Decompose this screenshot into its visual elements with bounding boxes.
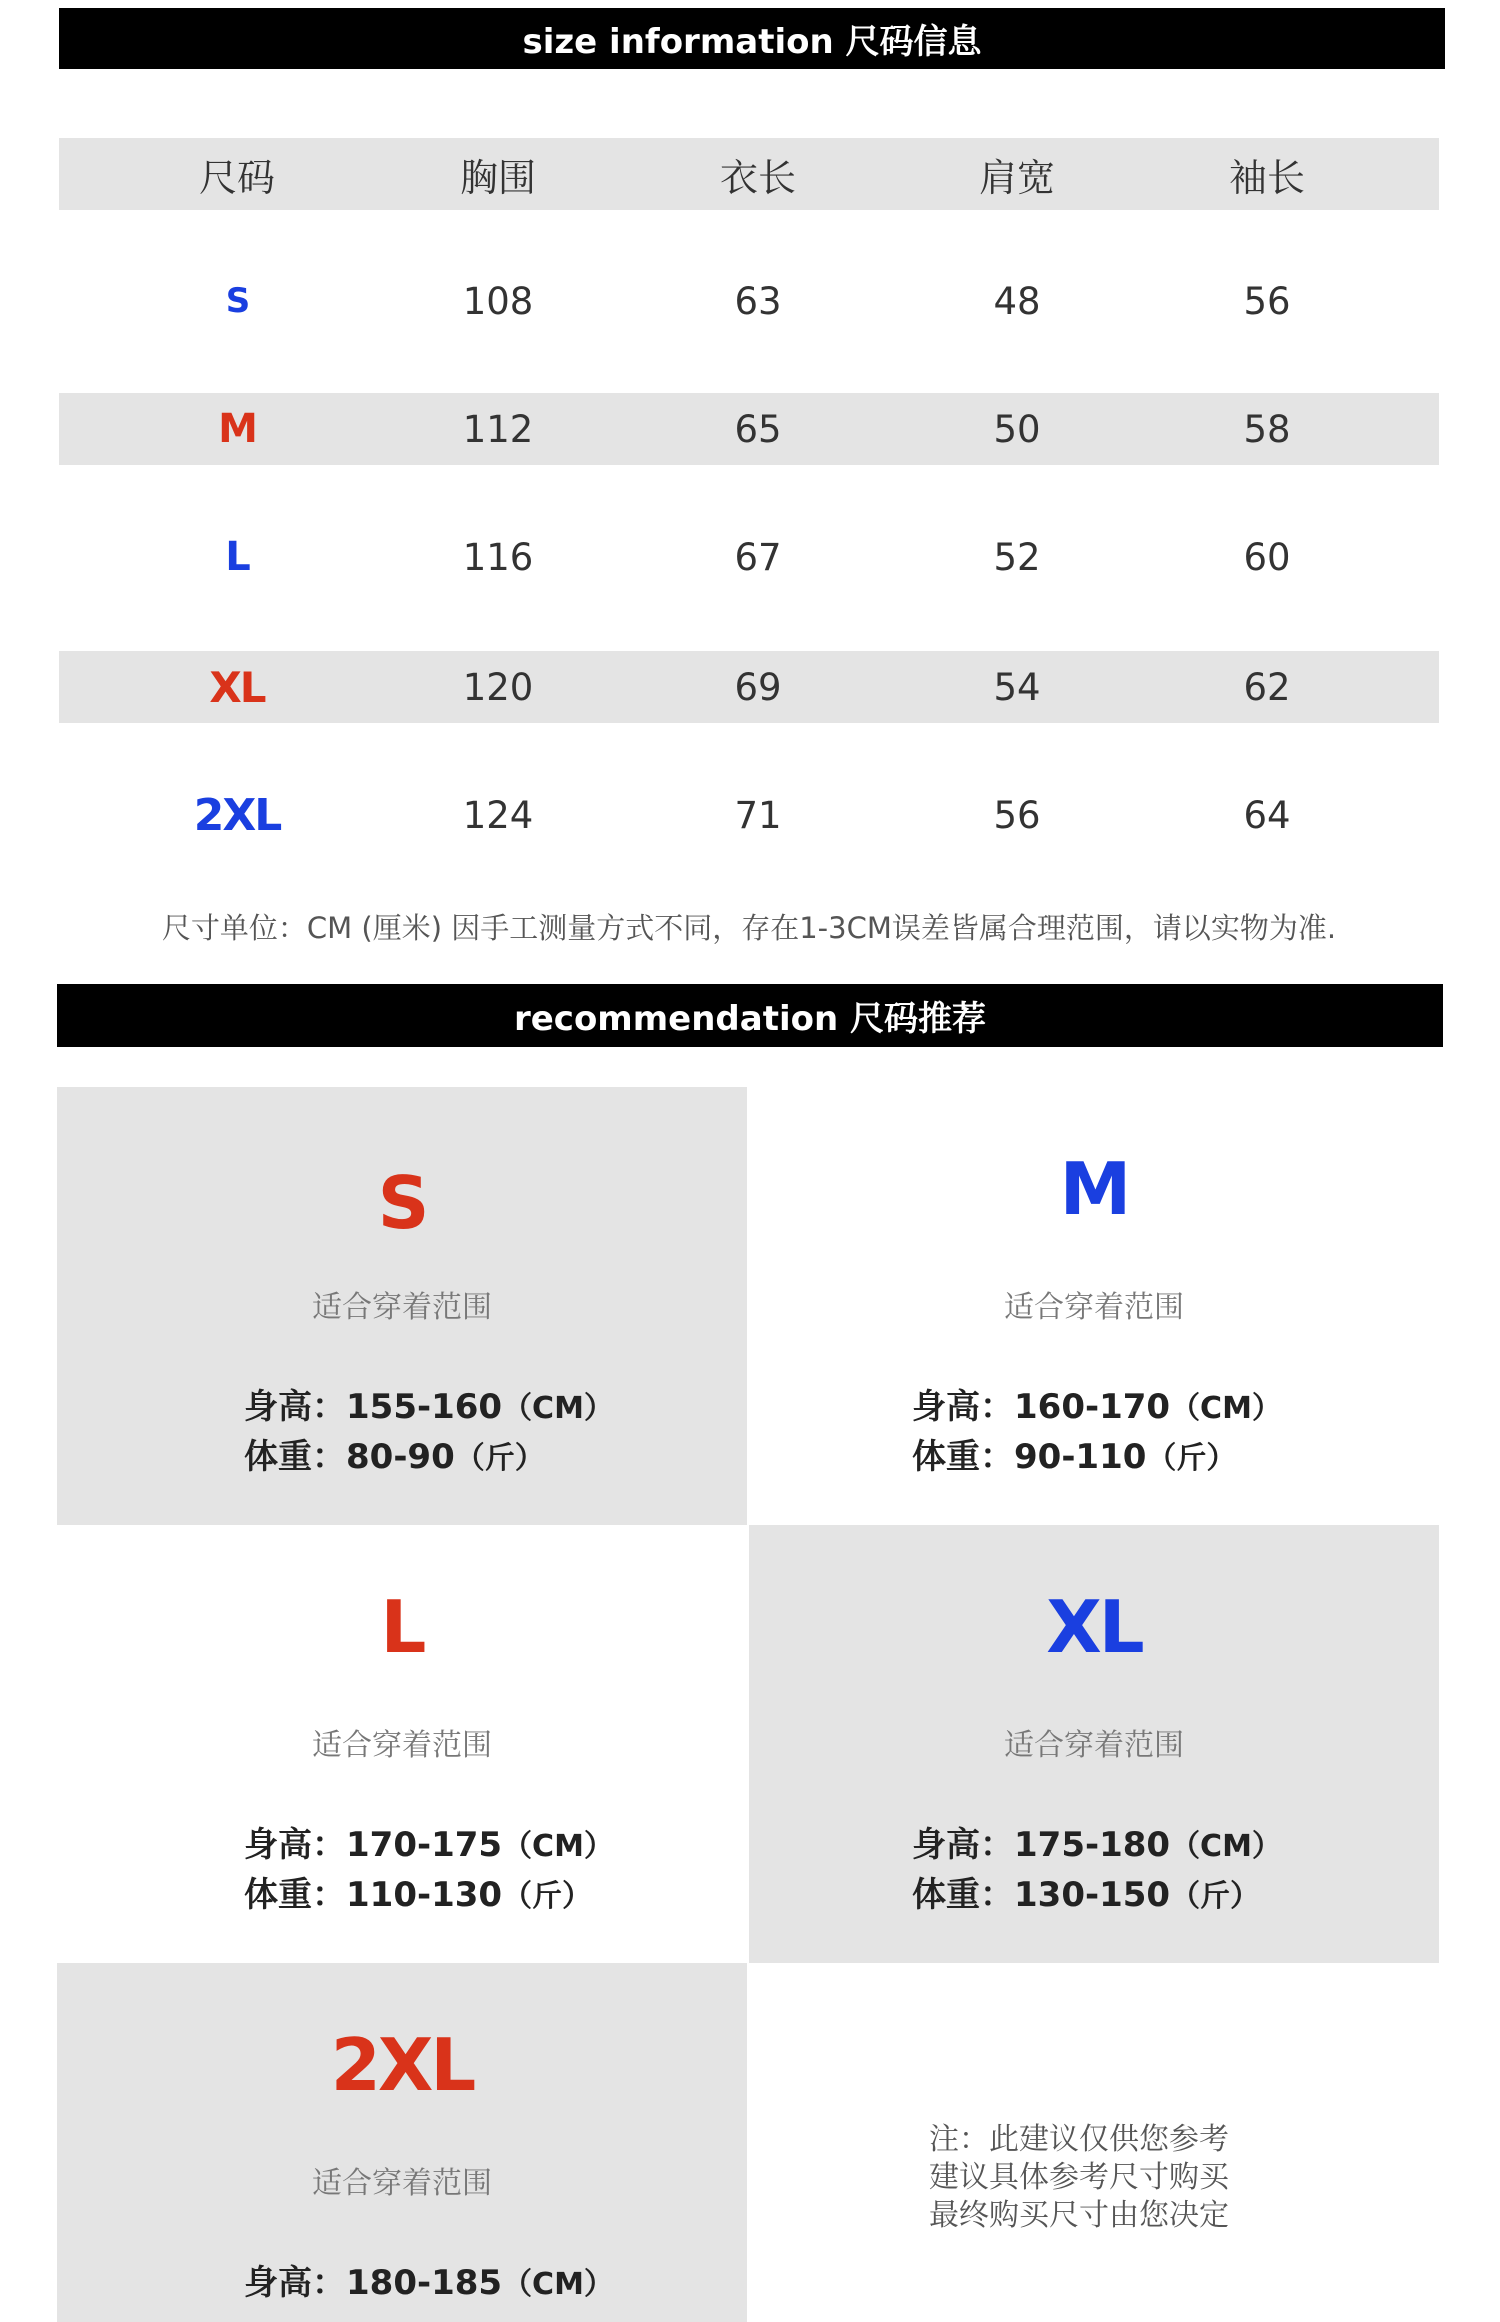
unit-note: 尺寸单位：CM (厘米) 因手工测量方式不同，存在1-3CM误差皆属合理范围，请以实物为准. [161, 911, 1337, 945]
chest-cell: 120 [462, 665, 534, 709]
recommend-card-2xl [57, 1963, 747, 2322]
length-cell: 71 [734, 793, 782, 837]
weight-unit: （斤） [1170, 1879, 1261, 1914]
recommendation-title: recommendation 尺码推荐 [513, 999, 987, 1039]
weight-value: 90-110 [1014, 1437, 1147, 1477]
size-cell: L [225, 534, 249, 580]
height-value: 170-175 [346, 1825, 503, 1865]
size-cell: XL [209, 662, 265, 712]
length-cell: 63 [734, 279, 782, 323]
height-value: 180-185 [346, 2263, 503, 2303]
height-unit: （CM） [1170, 1391, 1282, 1426]
weight-unit: （斤） [454, 1441, 545, 1476]
recommend-card-s [57, 1087, 747, 1525]
table-spacer [59, 593, 1439, 651]
height-label: 身高： [912, 1387, 1014, 1427]
height-spec [244, 1382, 614, 1434]
shoulder-cell: 50 [993, 407, 1041, 451]
sleeve-cell: 56 [1243, 279, 1291, 323]
height-unit: （CM） [502, 2267, 614, 2302]
table-row [59, 265, 1439, 337]
weight-value: 110-130 [346, 1875, 503, 1915]
recommend-size-label: XL [1046, 1585, 1142, 1669]
column-header-sleeve: 袖长 [1228, 155, 1305, 200]
fit-range-label: 适合穿着范围 [1004, 1290, 1184, 1325]
recommend-size-label: M [1059, 1147, 1129, 1231]
sleeve-cell: 62 [1243, 665, 1291, 709]
height-label: 身高： [244, 2263, 346, 2303]
disclaimer-card [749, 1963, 1439, 2322]
sleeve-cell: 64 [1243, 793, 1291, 837]
disclaimer-line: 最终购买尺寸由您决定 [929, 2198, 1229, 2233]
size-cell: M [218, 406, 256, 452]
weight-spec [244, 1870, 592, 1922]
column-header-chest: 胸围 [459, 155, 536, 200]
weight-unit: （斤） [502, 1879, 593, 1914]
column-header-length: 衣长 [719, 155, 796, 200]
fit-range-label: 适合穿着范围 [312, 1728, 492, 1763]
height-value: 175-180 [1014, 1825, 1171, 1865]
height-spec [912, 1382, 1282, 1434]
recommend-size-label: 2XL [330, 2023, 474, 2107]
table-row [59, 779, 1439, 851]
weight-unit: （斤） [1146, 1441, 1237, 1476]
fit-range-label: 适合穿着范围 [1004, 1728, 1184, 1763]
table-row [59, 521, 1439, 593]
recommend-size-label: L [380, 1585, 424, 1669]
weight-spec [912, 1432, 1236, 1484]
size-cell: 2XL [193, 789, 281, 841]
height-unit: （CM） [502, 1391, 614, 1426]
recommend-card-l [57, 1525, 747, 1963]
weight-label: 体重： [912, 1437, 1014, 1477]
chest-cell: 116 [462, 535, 534, 579]
height-spec [912, 1820, 1282, 1872]
table-row [59, 651, 1439, 723]
shoulder-cell: 48 [993, 279, 1041, 323]
table-spacer [59, 210, 1439, 265]
length-cell: 65 [734, 407, 782, 451]
shoulder-cell: 56 [993, 793, 1041, 837]
height-label: 身高： [244, 1825, 346, 1865]
height-label: 身高： [244, 1387, 346, 1427]
shoulder-cell: 52 [993, 535, 1041, 579]
recommend-card-xl [749, 1525, 1439, 1963]
size-information-title: size information 尺码信息 [522, 22, 982, 62]
recommend-card-m [749, 1087, 1439, 1525]
chest-cell: 108 [462, 279, 534, 323]
disclaimer-line: 建议具体参考尺寸购买 [929, 2160, 1229, 2195]
height-value: 160-170 [1014, 1387, 1171, 1427]
size-table [59, 138, 1439, 851]
chest-cell: 124 [462, 793, 534, 837]
fit-range-label: 适合穿着范围 [312, 2166, 492, 2201]
weight-spec [912, 1870, 1260, 1922]
table-spacer [59, 465, 1439, 521]
weight-label: 体重： [244, 1875, 346, 1915]
weight-label: 体重： [244, 1437, 346, 1477]
column-header-size: 尺码 [198, 155, 275, 200]
fit-range-label: 适合穿着范围 [312, 1290, 492, 1325]
length-cell: 69 [734, 665, 782, 709]
weight-label: 体重： [912, 1875, 1014, 1915]
disclaimer-line: 注：此建议仅供您参考 [929, 2122, 1229, 2157]
weight-value: 80-90 [346, 1437, 455, 1477]
length-cell: 67 [734, 535, 782, 579]
height-spec [244, 2258, 614, 2310]
size-cell: S [225, 281, 249, 321]
shoulder-cell: 54 [993, 665, 1041, 709]
height-spec [244, 1820, 614, 1872]
table-spacer [59, 337, 1439, 393]
height-value: 155-160 [346, 1387, 503, 1427]
weight-value: 130-150 [1014, 1875, 1171, 1915]
sleeve-cell: 60 [1243, 535, 1291, 579]
table-header-row [59, 138, 1439, 210]
disclaimer-text [929, 2121, 1229, 2235]
chest-cell: 112 [462, 407, 534, 451]
recommendation-header [57, 984, 1443, 1047]
weight-spec [244, 1432, 545, 1484]
size-information-header [59, 8, 1445, 69]
recommend-size-label: S [377, 1161, 427, 1245]
height-unit: （CM） [502, 1829, 614, 1864]
height-label: 身高： [912, 1825, 1014, 1865]
height-unit: （CM） [1170, 1829, 1282, 1864]
table-row [59, 393, 1439, 465]
column-header-shoulder: 肩宽 [978, 155, 1055, 200]
sleeve-cell: 58 [1243, 407, 1291, 451]
table-spacer [59, 723, 1439, 779]
